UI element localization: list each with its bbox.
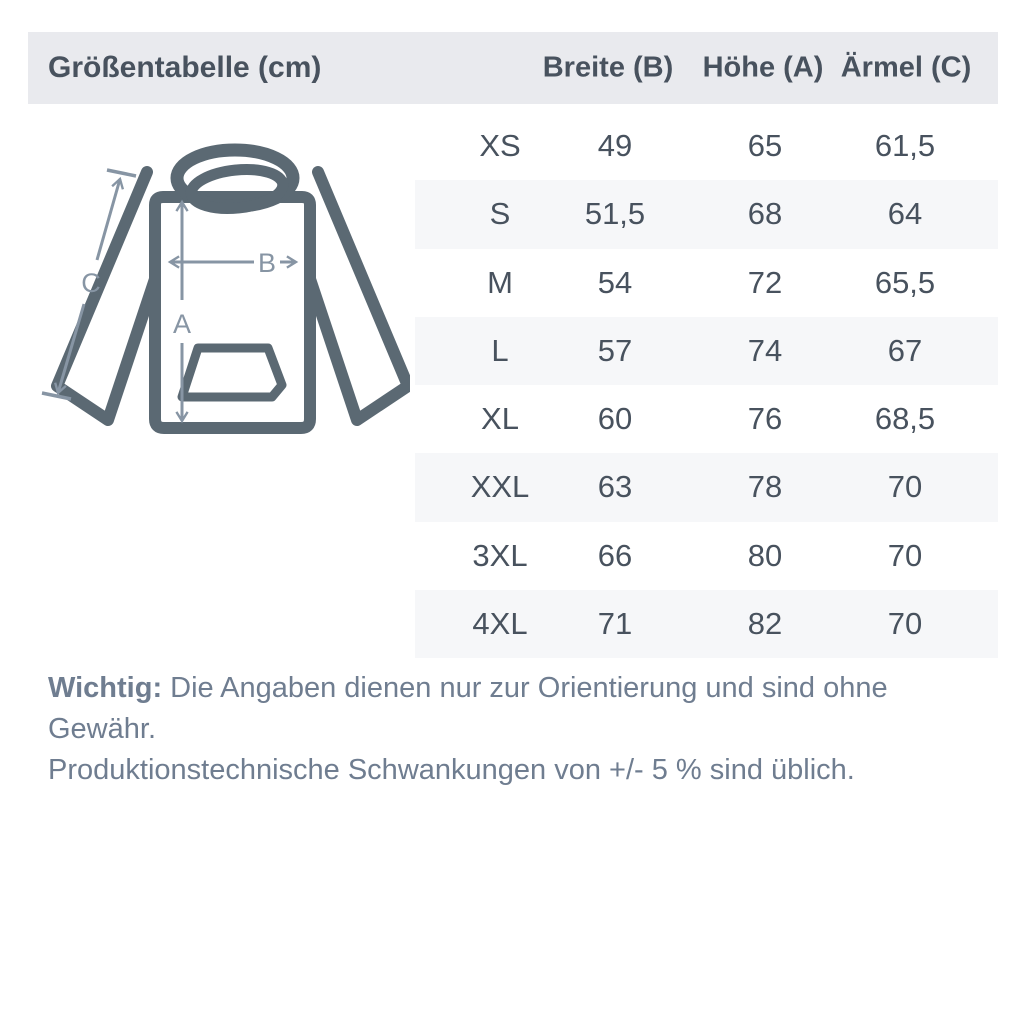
breite-cell: 66 — [597, 537, 633, 573]
size-cell: M — [487, 264, 513, 300]
hoodie-diagram — [30, 122, 410, 442]
column-header-aermel: Ärmel (C) — [840, 51, 972, 84]
page-title: Größentabelle (cm) — [48, 51, 322, 84]
dimension-c-tick — [107, 170, 136, 176]
hoodie-pocket — [182, 348, 282, 397]
hoehe-cell: 76 — [747, 401, 783, 437]
dimension-label-a: A — [172, 309, 192, 339]
disclaimer-bold-label: Wichtig: — [48, 672, 163, 704]
table-row — [415, 385, 998, 453]
size-cell: XS — [479, 128, 521, 164]
aermel-cell: 61,5 — [874, 128, 936, 164]
table-row — [415, 112, 998, 180]
size-cell: L — [491, 332, 509, 368]
disclaimer-note — [48, 668, 978, 791]
table-row — [415, 453, 998, 521]
aermel-cell: 70 — [887, 537, 923, 573]
table-row — [415, 522, 998, 590]
size-chart-header — [28, 32, 998, 104]
hoehe-cell: 72 — [747, 264, 783, 300]
breite-cell: 63 — [597, 469, 633, 505]
hoehe-cell: 80 — [747, 537, 783, 573]
breite-cell: 71 — [597, 605, 633, 641]
column-header-breite: Breite (B) — [542, 51, 674, 84]
disclaimer-line-2: Produktionstechnische Schwankungen von +/- 5 % sind üblich. — [48, 754, 855, 786]
breite-cell: 57 — [597, 332, 633, 368]
size-cell: XXL — [470, 469, 530, 505]
hoodie-drawing-icon — [30, 122, 410, 442]
column-header-hoehe: Höhe (A) — [702, 51, 824, 84]
aermel-cell: 70 — [887, 469, 923, 505]
hoehe-cell: 65 — [747, 128, 783, 164]
aermel-cell: 67 — [887, 332, 923, 368]
aermel-cell: 70 — [887, 605, 923, 641]
disclaimer-text: Die Angaben dienen nur zur Orientierung und sind ohne Gewähr. — [48, 672, 888, 745]
size-cell: XL — [481, 401, 519, 437]
dimension-label-c: C — [81, 268, 101, 298]
hoehe-cell: 78 — [747, 469, 783, 505]
aermel-cell: 68,5 — [874, 401, 936, 437]
size-cell: 4XL — [472, 605, 528, 641]
disclaimer-line-1 — [48, 668, 978, 750]
table-row — [415, 249, 998, 317]
hoehe-cell: 68 — [747, 196, 783, 232]
size-table — [415, 112, 998, 658]
size-cell: 3XL — [472, 537, 528, 573]
dimension-label-b: B — [257, 248, 277, 278]
table-row — [415, 590, 998, 658]
table-row — [415, 180, 998, 248]
breite-cell: 49 — [597, 128, 633, 164]
breite-cell: 60 — [597, 401, 633, 437]
aermel-cell: 64 — [887, 196, 923, 232]
hoehe-cell: 82 — [747, 605, 783, 641]
size-cell: S — [489, 196, 511, 232]
aermel-cell: 65,5 — [874, 264, 936, 300]
table-row — [415, 317, 998, 385]
hoehe-cell: 74 — [747, 332, 783, 368]
breite-cell: 51,5 — [584, 196, 646, 232]
breite-cell: 54 — [597, 264, 633, 300]
